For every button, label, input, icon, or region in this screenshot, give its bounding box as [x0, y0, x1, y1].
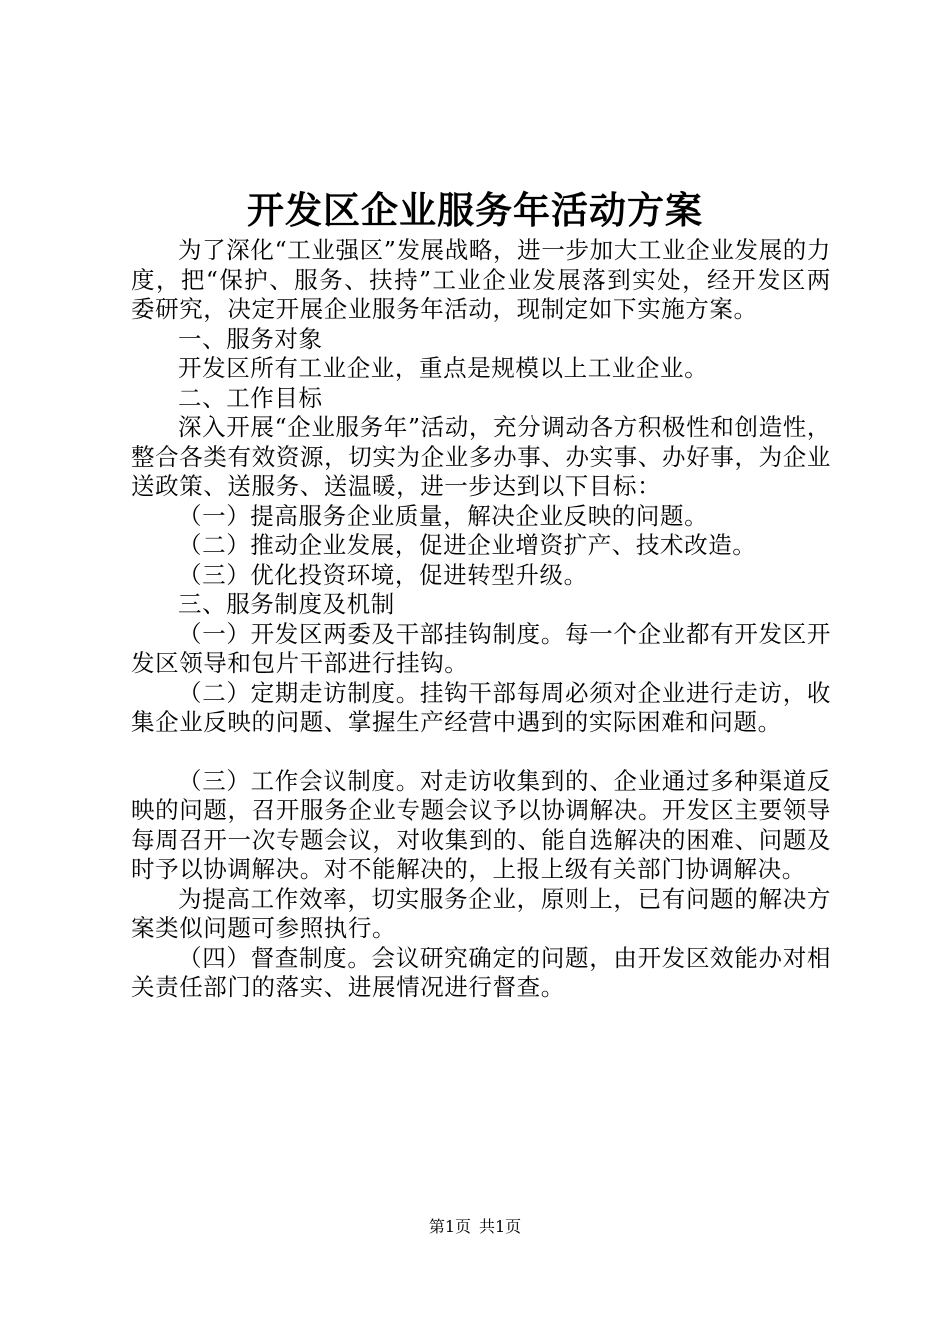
goal-item-3: （三）优化投资环境，促进转型升级。 [178, 560, 588, 589]
goal-item-2: （二）推动企业发展，促进企业增资扩产、技术改造。 [178, 531, 757, 559]
paragraph-efficiency: 为提高工作效率，切实服务企业，原则上，已有问题的解决方案类似问题可参照执行。 [131, 884, 831, 942]
system-item-3: （三）工作会议制度。对走访收集到的、企业通过多种渠道反映的问题，召开服务企业专题会议予以协调解决。开发区主要领导每周召开一次专题会议，对收集到的、能自选解决的困难、问题及时予以协调解决。对不能解决的，上报上级有关部门协调解决。 [131, 766, 831, 883]
document-title: 开发区企业服务年活动方案 [247, 188, 703, 232]
paragraph-service-target: 开发区所有工业企业，重点是规模以上工业企业。 [178, 354, 709, 382]
paragraph-work-goals: 深入开展“企业服务年”活动，充分调动各方积极性和创造性，整合各类有效资源，切实为企业多办事、办实事、办好事，为企业送政策、送服务、送温暖，进一步达到以下目标： [131, 413, 831, 500]
page-total: 共1页 [479, 1217, 522, 1236]
intro-paragraph: 为了深化“工业强区”发展战略，进一步加大工业企业发展的力度，把“保护、服务、扶持”工业企业发展落到实处，经开发区两委研究，决定开展企业服务年活动，现制定如下实施方案。 [131, 236, 831, 323]
system-item-4: （四）督查制度。会议研究确定的问题，由开发区效能办对相关责任部门的落实、进展情况进行督查。 [131, 943, 831, 1001]
system-item-2: （二）定期走访制度。挂钩干部每周必须对企业进行走访，收集企业反映的问题、掌握生产经营中遇到的实际困难和问题。 [131, 678, 831, 736]
page-number: 第1页 [428, 1217, 471, 1236]
system-item-1: （一）开发区两委及干部挂钩制度。每一个企业都有开发区开发区领导和包片干部进行挂钩。 [131, 619, 831, 677]
goal-item-1: （一）提高服务企业质量，解决企业反映的问题。 [178, 501, 709, 530]
page-footer [0, 1216, 950, 1238]
document-body [131, 236, 831, 1003]
section-heading-service-target: 一、服务对象 [178, 324, 323, 353]
section-heading-work-goals: 二、工作目标 [178, 383, 323, 412]
section-heading-service-system: 三、服务制度及机制 [178, 590, 395, 618]
